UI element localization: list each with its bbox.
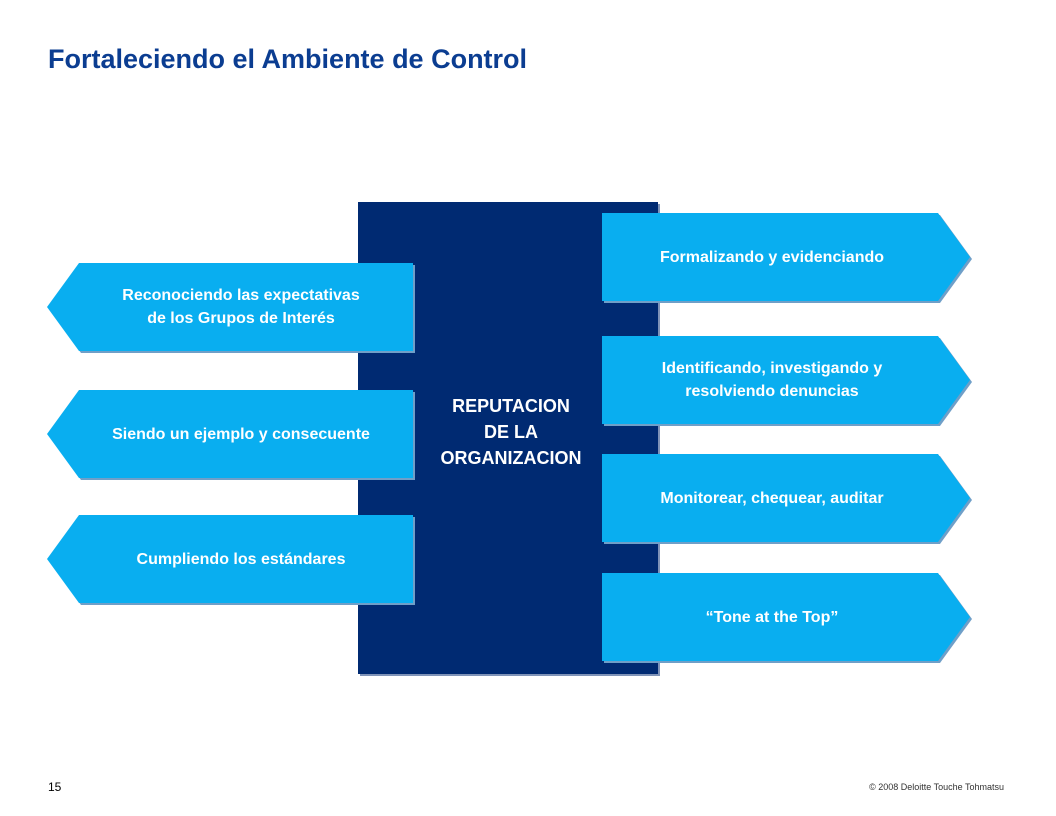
arrow-identificando xyxy=(602,336,970,424)
copyright-notice: © 2008 Deloitte Touche Tohmatsu xyxy=(869,782,1004,792)
arrow-label: Identificando, investigando y resolviendo denuncias xyxy=(661,360,883,400)
arrow-label: Siendo un ejemplo y consecuente xyxy=(112,425,370,443)
arrow-label: Formalizando y evidenciando xyxy=(659,248,885,266)
arrow-reconociendo xyxy=(47,263,413,351)
arrow-monitorear xyxy=(602,454,970,542)
arrow-label: Reconociendo las expectativas de los Grupos de Interés xyxy=(122,287,360,327)
arrow-label: Cumpliendo los estándares xyxy=(136,550,346,568)
arrow-siendo-ejemplo xyxy=(47,390,413,478)
page-number: 15 xyxy=(48,780,62,794)
arrow-cumpliendo xyxy=(47,515,413,603)
slide-title: Fortaleciendo el Ambiente de Control xyxy=(48,44,528,74)
arrow-tone-at-the-top xyxy=(602,573,970,661)
arrow-label: “Tone at the Top” xyxy=(705,608,839,626)
arrow-formalizando xyxy=(602,213,970,301)
arrow-label: Monitorear, chequear, auditar xyxy=(660,489,884,507)
center-label: REPUTACION DE LA ORGANIZACION xyxy=(440,396,582,468)
